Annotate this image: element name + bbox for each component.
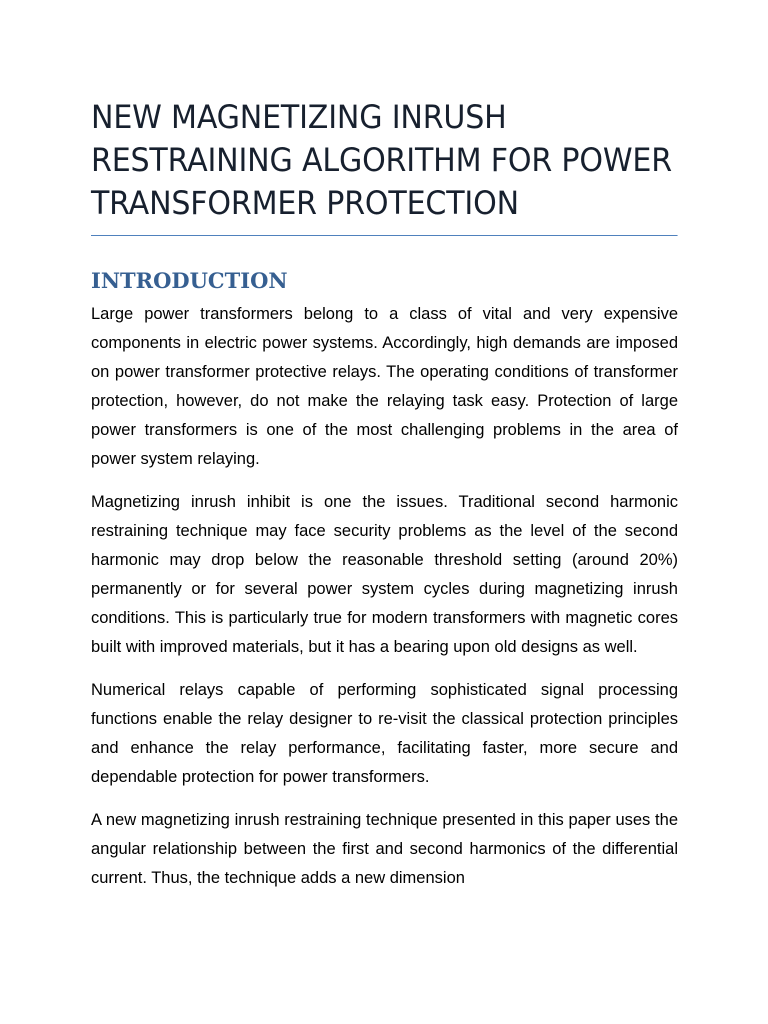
document-content <box>91 96 678 907</box>
document-title: NEW MAGNETIZING INRUSH RESTRAINING ALGORITHM FOR POWER TRANSFORMER PROTECTION <box>91 96 678 236</box>
paragraph-1: Large power transformers belong to a class of vital and very expensive components in electric power systems. Accordingly, high demands are imposed on power transformer protective relays. The operating conditions of transformer protection, however, do not make the relaying task easy. Protection of large power transformers is one of the most challenging problems in the area of power system relaying. <box>91 305 678 468</box>
paragraph-3: Numerical relays capable of performing sophisticated signal processing functions enable the relay designer to re-visit the classical protection principles and enhance the relay performance, facilitating faster, more secure and dependable protection for power transformers. <box>91 681 678 786</box>
section-heading-introduction: INTRODUCTION <box>91 268 288 293</box>
paragraph-4: A new magnetizing inrush restraining technique presented in this paper uses the angular relationship between the first and second harmonics of the differential current. Thus, the technique adds a new dimension <box>91 811 678 887</box>
paragraph-2: Magnetizing inrush inhibit is one the issues. Traditional second harmonic restraining technique may face security problems as the level of the second harmonic may drop below the reasonable threshold setting (around 20%) permanently or for several power system cycles during magnetizing inrush conditions. This is particularly true for modern transformers with magnetic cores built with improved materials, but it has a bearing upon old designs as well. <box>91 493 678 656</box>
